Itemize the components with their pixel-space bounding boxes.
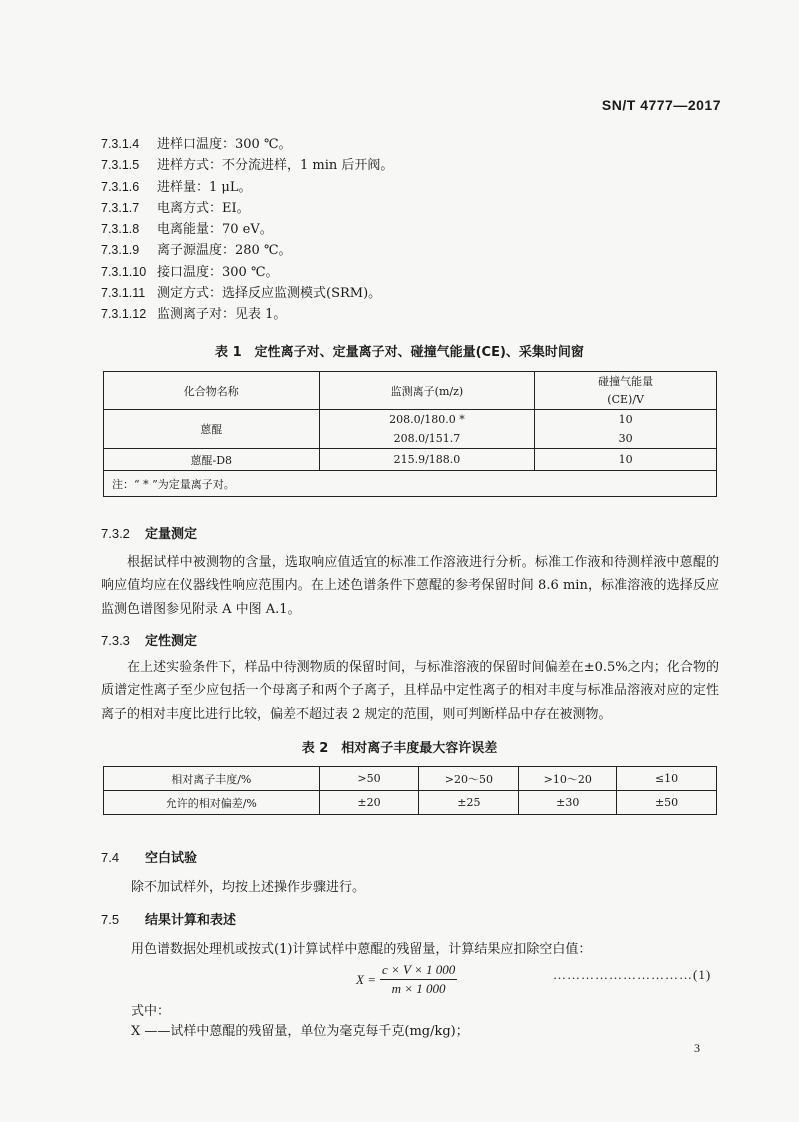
clause-text: 电离能量：70 eV。 — [157, 222, 273, 238]
ion-pair-value: 208.0/180.0 * — [389, 413, 465, 426]
table2-row-label: 允许的相对偏差/% — [104, 791, 320, 815]
paragraph-blank-test: 除不加试样外，均按上述操作步骤进行。 — [131, 880, 366, 895]
formula-numerator: c × V × 1 000 — [380, 962, 457, 980]
table2-cell: >20～50 — [419, 767, 519, 791]
table1-note: 注：“ * ”为定量离子对。 — [104, 471, 717, 497]
clause-item — [101, 283, 393, 304]
paragraph-quantitative: 根据试样中被测物的含量，选取响应值适宜的标准工作溶液进行分析。标准工作液和待测样液中蒽醌的响应值均应在仪器线性响应范围内。在上述色谱条件下蒽醌的参考保留时间 8.6 min，标准溶液的选择反应监测色谱图参见附录 A 中图 A.1。 — [101, 555, 719, 617]
table1-cell-compound: 蒽醌 — [104, 410, 320, 449]
formula-lhs: X = — [356, 971, 376, 987]
clause-list — [101, 134, 393, 326]
paragraph-calculation: 用色谱数据处理机或按式(1)计算试样中蒽醌的残留量，计算结果应扣除空白值： — [131, 942, 592, 957]
ce-value: 30 — [618, 432, 633, 445]
table1 — [103, 371, 717, 497]
variable-definition: X ——试样中蒽醌的残留量，单位为毫克每千克(mg/kg)； — [131, 1024, 469, 1039]
table-row — [104, 767, 717, 791]
table2-cell: ±30 — [519, 791, 617, 815]
clause-item — [101, 219, 393, 240]
clause-item — [101, 155, 393, 176]
clause-text: 离子源温度：280 ℃。 — [157, 243, 292, 259]
clause-item — [101, 134, 393, 155]
table1-cell-ce: 10 — [535, 449, 717, 471]
clause-item — [101, 304, 393, 325]
table1-cell-ion-pairs: 215.9/188.0 — [319, 449, 535, 471]
section-title: 空白试验 — [145, 851, 198, 866]
table2-cell: ±25 — [419, 791, 519, 815]
table1-header-compound: 化合物名称 — [104, 372, 320, 410]
table1-header-ce-line2: (CE)/V — [607, 392, 644, 406]
section-title: 定性测定 — [145, 634, 198, 649]
clause-text: 进样方式：不分流进样，1 min 后开阀。 — [157, 158, 394, 174]
table2-cell: >50 — [319, 767, 419, 791]
page-number: 3 — [694, 1041, 700, 1055]
table-row — [104, 791, 717, 815]
table2-cell: ≤10 — [617, 767, 717, 791]
section-number: 7.4 — [101, 850, 120, 865]
table2-cell: ±50 — [617, 791, 717, 815]
section-number: 7.5 — [101, 912, 120, 927]
clause-text: 进样量：1 μL。 — [157, 179, 252, 195]
ce-value: 10 — [618, 413, 633, 426]
ion-pair-value: 208.0/151.7 — [393, 432, 461, 445]
clause-text: 测定方式：选择反应监测模式(SRM)。 — [157, 286, 382, 302]
formula-fraction — [380, 962, 457, 997]
clause-number: 7.3.1.5 — [101, 158, 140, 173]
clause-number: 7.3.1.4 — [101, 137, 140, 151]
table1-cell-ion-pairs — [319, 410, 535, 449]
formula-denominator: m × 1 000 — [391, 981, 446, 996]
formula — [356, 962, 457, 997]
paragraph-qualitative: 在上述实验条件下，样品中待测物质的保留时间，与标准溶液的保留时间偏差在±0.5%之内；化合物的质谱定性离子至少应包括一个母离子和两个子离子，且样品中定性离子的相对丰度与标准品溶液对应的定性离子的相对丰度比进行比较，偏差不超过表 2 规定的范围，则可判断样品中存在被测物。 — [101, 660, 719, 722]
table1-header-ion-pair: 监测离子(m/z) — [319, 372, 535, 410]
clause-number: 7.3.1.11 — [101, 286, 146, 301]
section-heading — [101, 847, 197, 866]
table2-row-label: 相对离子丰度/% — [104, 767, 320, 791]
clause-number: 7.3.1.6 — [101, 179, 140, 194]
equation-number: …………………………(1) — [553, 967, 712, 982]
table2-cell: ±20 — [319, 791, 419, 815]
section-number: 7.3.3 — [101, 633, 130, 648]
section-heading — [101, 523, 197, 542]
clause-text: 电离方式：EI。 — [157, 200, 250, 216]
table2 — [103, 766, 717, 815]
clause-number: 7.3.1.12 — [101, 307, 147, 322]
clause-text: 接口温度：300 ℃。 — [157, 264, 279, 280]
standard-code: SN/T 4777—2017 — [601, 97, 721, 113]
section-heading — [101, 630, 197, 649]
table1-header-ce-line1: 碰撞气能量 — [598, 374, 654, 388]
section-title: 结果计算和表述 — [145, 913, 237, 928]
section-number: 7.3.2 — [101, 526, 130, 541]
where-label: 式中： — [131, 1004, 171, 1019]
table2-caption: 表 2 相对离子丰度最大容许误差 — [301, 741, 498, 756]
clause-text: 进样口温度：300 ℃。 — [157, 137, 292, 152]
table-row — [104, 449, 717, 471]
table1-caption: 表 1 定性离子对、定量离子对、碰撞气能量(CE)、采集时间窗 — [215, 345, 584, 360]
section-heading — [101, 909, 236, 928]
clause-number: 7.3.1.10 — [101, 264, 147, 279]
table1-header-ce — [535, 372, 717, 410]
clause-number: 7.3.1.8 — [101, 222, 140, 237]
clause-item — [101, 262, 393, 283]
clause-number: 7.3.1.7 — [101, 200, 140, 215]
clause-item — [101, 198, 393, 219]
clause-item — [101, 177, 393, 198]
table-row — [104, 410, 717, 449]
table1-cell-compound: 蒽醌-D8 — [104, 449, 320, 471]
clause-number: 7.3.1.9 — [101, 243, 140, 258]
table1-cell-ce — [535, 410, 717, 449]
table2-cell: >10～20 — [519, 767, 617, 791]
clause-item — [101, 240, 393, 261]
clause-text: 监测离子对：见表 1。 — [157, 307, 287, 323]
section-title: 定量测定 — [145, 527, 198, 542]
